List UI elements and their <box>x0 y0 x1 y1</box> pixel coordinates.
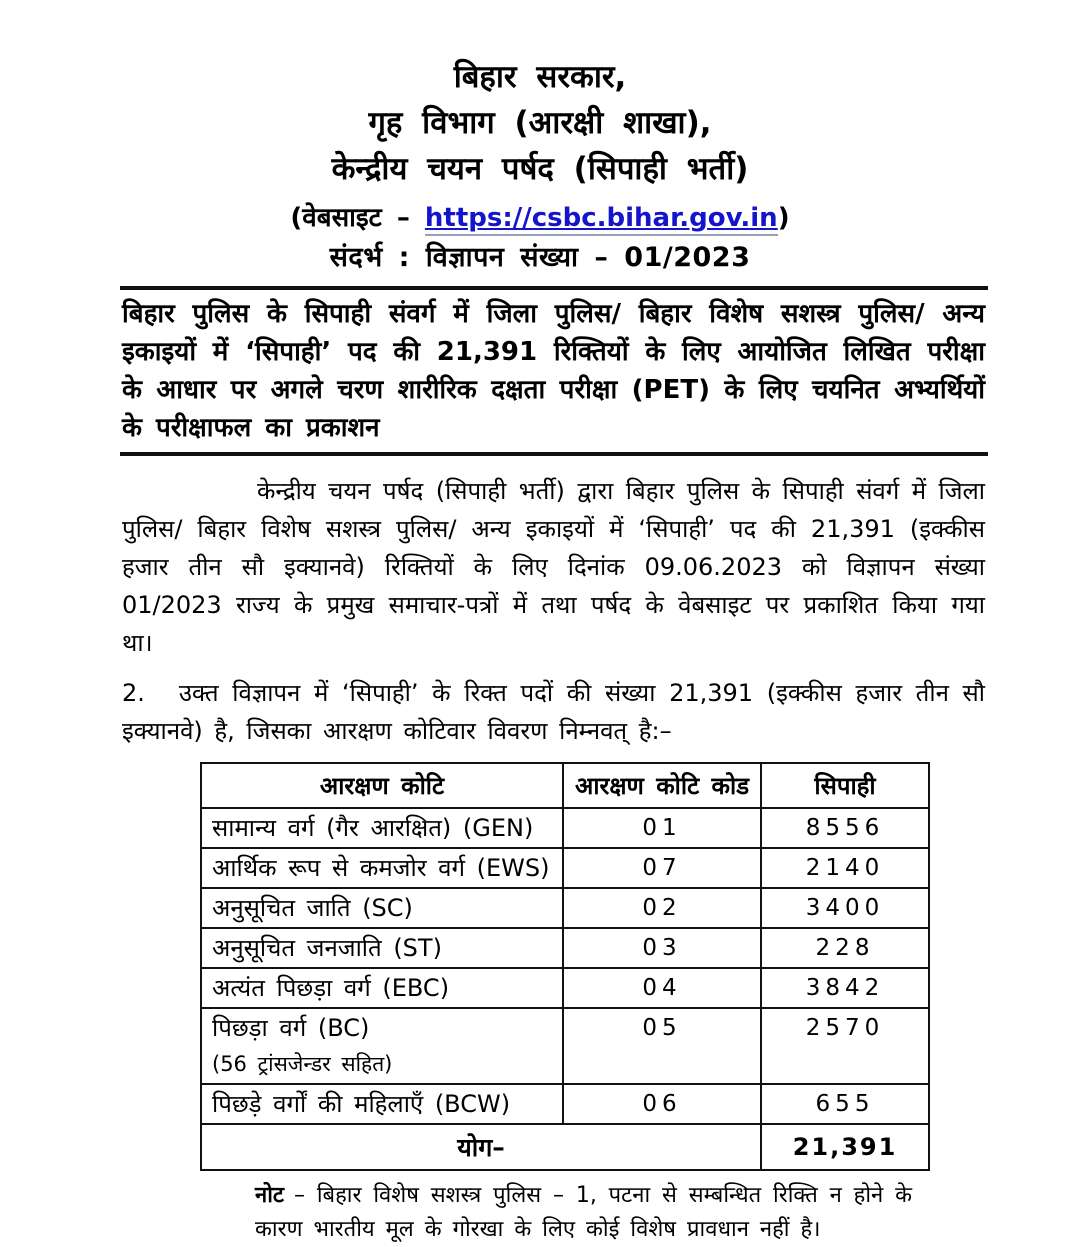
category-sublabel: (56 ट्रांसजेन्डर सहित) <box>212 1052 393 1076</box>
table-row <box>201 808 929 848</box>
website-suffix: ) <box>777 203 790 233</box>
category-label: पिछड़ा वर्ग (BC) <box>212 1014 370 1042</box>
code-cell: 06 <box>563 1084 761 1124</box>
count-cell: 655 <box>761 1084 929 1124</box>
website-line <box>0 198 1080 238</box>
vacancy-summary-paragraph <box>122 674 985 750</box>
table-row <box>201 848 929 888</box>
count-cell: 2140 <box>761 848 929 888</box>
website-prefix: (वेबसाइट – <box>290 203 410 233</box>
intro-paragraph: केन्द्रीय चयन पर्षद (सिपाही भर्ती) द्वारा बिहार पुलिस के सिपाही संवर्ग में जिला पुलिस/ बिहार विशेष सशस्त्र पुलिस/ अन्य इकाइयों में ‘सिपाही’ पद की 21,391 (इक्कीस हजार तीन सौ इक्यानवे) रिक्तियों के लिए दिनांक 09.06.2023 को विज्ञापन संख्या 01/2023 राज्य के प्रमुख समाचार-पत्रों में तथा पर्षद के वेबसाइट पर प्रकाशित किया गया था। <box>122 477 985 657</box>
table-row <box>201 968 929 1008</box>
vacancy-table <box>200 762 930 1171</box>
category-cell <box>201 928 563 968</box>
total-value-cell: 21,391 <box>761 1124 929 1170</box>
website-link[interactable]: https://csbc.bihar.gov.in <box>424 203 778 233</box>
category-cell <box>201 808 563 848</box>
category-cell <box>201 888 563 928</box>
table-row <box>201 1084 929 1124</box>
reference-line: संदर्भ : विज्ञापन संख्या – 01/2023 <box>329 242 751 273</box>
header-cell-category: आरक्षण कोटि <box>201 763 563 808</box>
board-title: केन्द्रीय चयन पर्षद (सिपाही भर्ती) <box>331 151 749 187</box>
category-cell <box>201 1084 563 1124</box>
count-cell: 8556 <box>761 808 929 848</box>
category-label: पिछड़े वर्गों की महिलाएँ (BCW) <box>212 1090 511 1118</box>
category-label: अत्यंत पिछड़ा वर्ग (EBC) <box>212 974 450 1002</box>
category-label: आर्थिक रूप से कमजोर वर्ग (EWS) <box>212 854 550 882</box>
category-label: सामान्य वर्ग (गैर आरक्षित) (GEN) <box>212 814 534 842</box>
header-cell-code: आरक्षण कोटि कोड <box>563 763 761 808</box>
table-row <box>201 888 929 928</box>
government-title: बिहार सरकार, <box>453 59 627 95</box>
document-header <box>0 0 1080 278</box>
code-cell: 01 <box>563 808 761 848</box>
category-cell <box>201 1008 563 1084</box>
code-cell: 03 <box>563 928 761 968</box>
code-cell: 05 <box>563 1008 761 1084</box>
count-cell: 2570 <box>761 1008 929 1084</box>
note-text: – बिहार विशेष सशस्त्र पुलिस – 1, पटना से सम्बन्धित रिक्ति न होने के कारण भारतीय मूल के गोरखा के लिए कोई विशेष प्रावधान नहीं है। <box>255 1183 912 1242</box>
code-cell: 04 <box>563 968 761 1008</box>
table-header-row <box>201 763 929 808</box>
subject-paragraph: बिहार पुलिस के सिपाही संवर्ग में जिला पुलिस/ बिहार विशेष सशस्त्र पुलिस/ अन्य इकाइयों में ‘सिपाही’ पद की 21,391 रिक्तियों के लिए आयोजित लिखित परीक्षा के आधार पर अगले चरण शारीरिक दक्षता परीक्षा (PET) के लिए चयनित अभ्यर्थियों के परीक्षाफल का प्रकाशन <box>122 299 985 443</box>
website-link-underline <box>425 203 778 236</box>
department-title: गृह विभाग (आरक्षी शाखा), <box>368 105 712 141</box>
category-label: अनुसूचित जनजाति (ST) <box>212 934 442 962</box>
total-label-cell: योग– <box>201 1124 761 1170</box>
code-cell: 07 <box>563 848 761 888</box>
note-label: नोट <box>255 1183 284 1208</box>
count-cell: 3842 <box>761 968 929 1008</box>
count-cell: 228 <box>761 928 929 968</box>
code-cell: 02 <box>563 888 761 928</box>
count-cell: 3400 <box>761 888 929 928</box>
category-cell <box>201 848 563 888</box>
table-total-row <box>201 1124 929 1170</box>
header-cell-count: सिपाही <box>761 763 929 808</box>
table-row <box>201 1008 929 1084</box>
paragraph-number: 2. <box>122 679 145 707</box>
bottom-rule <box>120 452 988 456</box>
category-label: अनुसूचित जाति (SC) <box>212 894 413 922</box>
table-row <box>201 928 929 968</box>
top-rule <box>120 286 988 290</box>
category-cell <box>201 968 563 1008</box>
note-paragraph <box>255 1179 912 1247</box>
vacancy-summary-text: उक्त विज्ञापन में ‘सिपाही’ के रिक्त पदों की संख्या 21,391 (इक्कीस हजार तीन सौ इक्यानवे) है, जिसका आरक्षण कोटिवार विवरण निम्नवत् है:– <box>122 679 985 745</box>
